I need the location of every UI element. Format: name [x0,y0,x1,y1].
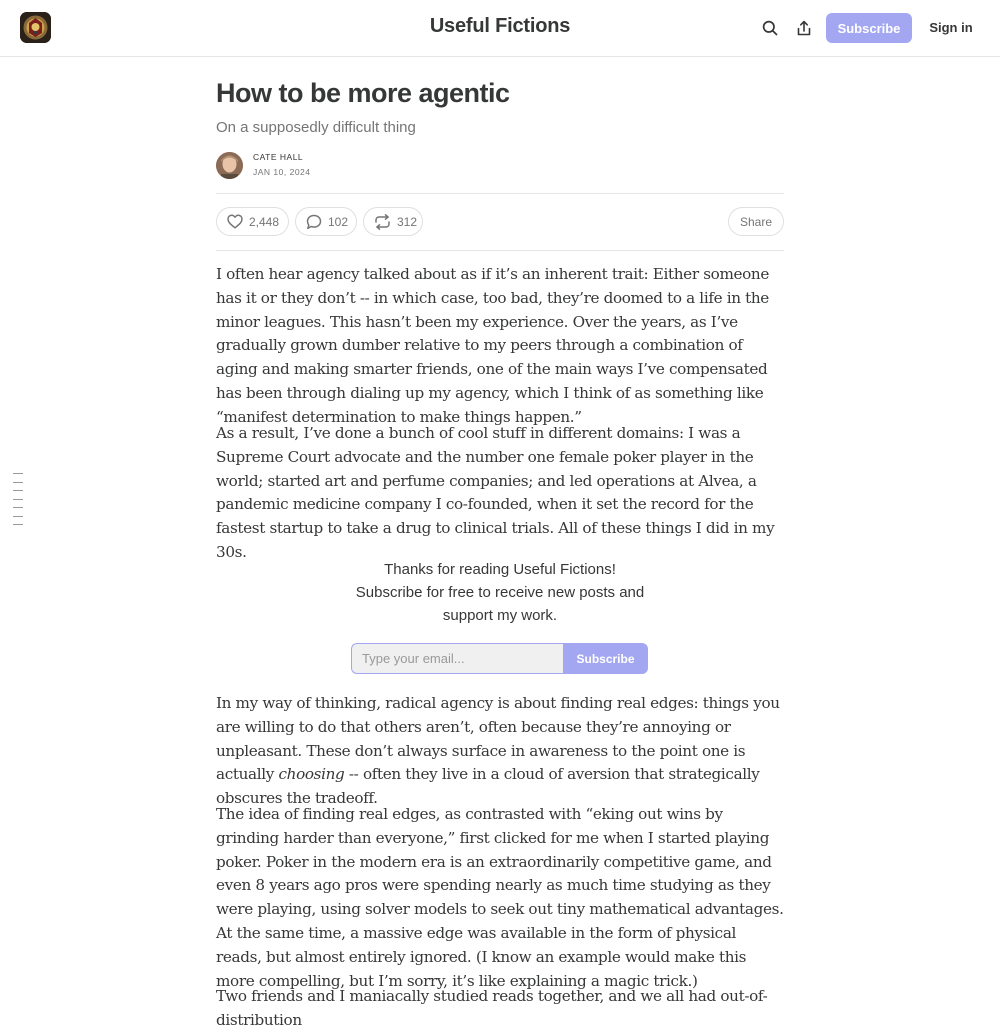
body-paragraph: Two friends and I maniacally studied reads together, and we all had out-of-distribution [216,987,768,1029]
restack-icon [374,214,391,230]
author-avatar[interactable] [216,152,243,179]
comment-icon [306,214,322,230]
share-label: Share [739,214,773,229]
restack-button[interactable] [363,207,423,236]
table-of-contents[interactable] [13,473,23,533]
search-icon[interactable] [759,17,781,39]
toc-item[interactable] [13,516,23,517]
subscribe-submit-button[interactable]: Subscribe [563,643,648,674]
subscribe-widget-text: support my work. [442,607,558,624]
subscribe-widget-text: Thanks for reading Useful Fictions! [384,561,616,578]
post-date: JAN 10, 2024 [253,167,311,177]
like-count: 2,448 [249,214,280,229]
divider [216,250,784,251]
divider [216,193,784,194]
publication-title[interactable]: Useful Fictions [429,15,571,37]
heart-icon [227,214,243,229]
restack-count: 312 [397,214,418,229]
comment-count: 102 [328,214,349,229]
body-paragraph: The idea of finding real edges, as contrasted with “eking out wins by grinding harder than everyone,” first clicked for me when I started playing poker. Poker in the modern era is an extraordinarily competitive game, and even 8 years ago pros were spending nearly as much time studying as they were playing, using solver models to seek out tiny mathematical advantages. At the same time, a massive edge was available in the form of physical reads, but almost entirely ignored. (I know an example would make this more compelling, but I’m sorry, it’s like explaining a magic trick.) [216,805,784,990]
top-bar [0,0,1000,57]
author-name[interactable]: CATE HALL [253,152,304,162]
body-paragraph: I often hear agency talked about as if it’s an inherent trait: Either someone has it or they don’t -- in which case, too bad, they’re doomed to a life in the minor leagues. This hasn’t been my experience. Over the years, as I’ve gradually grown dumber relative to my peers through a combination of aging and making smarter friends, one of the main ways I’ve compensated has been through dialing up my agency, which I think of as something like “manifest determination to make things happen.” [216,265,769,426]
body-text: -- often they live in a cloud of aversion that strategically obscures the tradeoff. [216,765,760,808]
toc-item[interactable] [13,473,23,474]
toc-item[interactable] [13,507,23,508]
subscribe-form [351,643,649,674]
toc-item[interactable] [13,524,23,525]
emphasis-text: choosing [278,765,345,784]
subscribe-button[interactable]: Subscribe [826,13,912,43]
subscribe-widget [216,558,784,627]
subscribe-widget-text: Subscribe for free to receive new posts and [355,584,645,601]
sign-in-link[interactable]: Sign in [929,20,973,35]
toc-item[interactable] [13,482,23,483]
share-icon[interactable] [793,17,815,39]
body-text: In my way of thinking, radical agency is about finding real edges: things you are willing to do that others aren’t, often because they’re annoying or unpleasant. These don’t always surface in awareness to the point one is actually [216,694,780,784]
like-button[interactable] [216,207,289,236]
toc-item[interactable] [13,490,23,491]
toc-item[interactable] [13,499,23,500]
byline [216,152,784,182]
body-paragraph: As a result, I’ve done a bunch of cool stuff in different domains: I was a Supreme Court advocate and the number one female poker player in the world; started art and perfume companies; and led operations at Alvea, a pandemic medicine company I co-founded, when it set the record for the fastest startup to take a drug to clinical trials. All of these things I did in my 30s. [216,424,775,561]
share-button[interactable] [728,207,784,236]
post-subtitle: On a supposedly difficult thing [216,119,416,136]
post-title: How to be more agentic [216,78,510,108]
comment-button[interactable] [295,207,357,236]
body-paragraph [216,692,784,811]
email-input[interactable] [351,643,563,674]
